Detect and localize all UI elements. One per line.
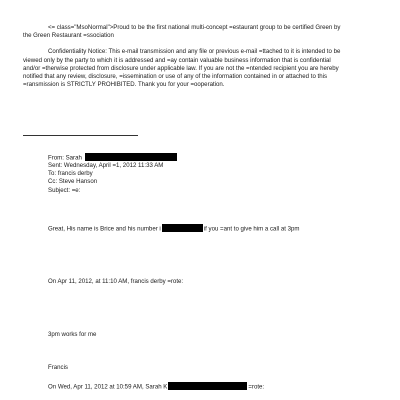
quote-text-end: =rote: <box>248 383 265 391</box>
confidentiality-line-1: Confidentiality Notice: This e-mail transmission and any file or previous e-mail =ttached to it is intended to be <box>48 48 341 55</box>
confidentiality-line-5: =ransmission is STRICTLY PROHIBITED. Thank you for your =ooperation. <box>23 81 225 88</box>
reply-text-end: if you =ant to give him a call at 3pm <box>203 225 300 233</box>
sent-line: Sent: Wednesday, April =1, 2012 11:33 AM <box>48 162 164 169</box>
footer-tagline-line-1: <= class="MsoNormal">Proud to be the first national multi-concept =estaurant group to be certified Green by <box>48 24 341 31</box>
quote-header-francis: On Apr 11, 2012, at 11:10 AM, francis derby =rote: <box>48 278 184 285</box>
confidentiality-line-4: notified that any review, disclosure, =issemination or use of any of the information contained in or attached to this <box>23 73 328 80</box>
confidentiality-line-2: viewed only by the party to which it is addressed and =ay contain valuable business information that is confidential <box>23 57 331 64</box>
from-label: From: Sarah <box>48 154 82 162</box>
signature-divider <box>23 135 138 136</box>
cc-line: Cc: Steve Hanson <box>48 178 98 185</box>
redacted-phone-number <box>162 224 203 232</box>
redacted-sender-surname <box>85 153 177 161</box>
reply-message <box>48 224 299 234</box>
signature-name: Francis <box>48 364 68 371</box>
reply-text-start: Great, His name is Brice and his number i <box>48 225 161 233</box>
footer-tagline-line-2: the Green Restaurant =ssociation <box>23 32 114 39</box>
to-line: To: francis derby <box>48 170 93 177</box>
quote-header-sarah <box>48 382 264 392</box>
subject-line: Subject: =e: <box>48 187 81 194</box>
confidentiality-line-3: and/or =therwise protected from disclosure under applicable law. If you are not the =ntended recipient you are hereby <box>23 65 339 72</box>
quote-text-start: On Wed, Apr 11, 2012 at 10:59 AM, Sarah K <box>48 383 168 391</box>
reply-message-francis: 3pm works for me <box>48 331 97 338</box>
redacted-sender-name <box>168 382 247 390</box>
